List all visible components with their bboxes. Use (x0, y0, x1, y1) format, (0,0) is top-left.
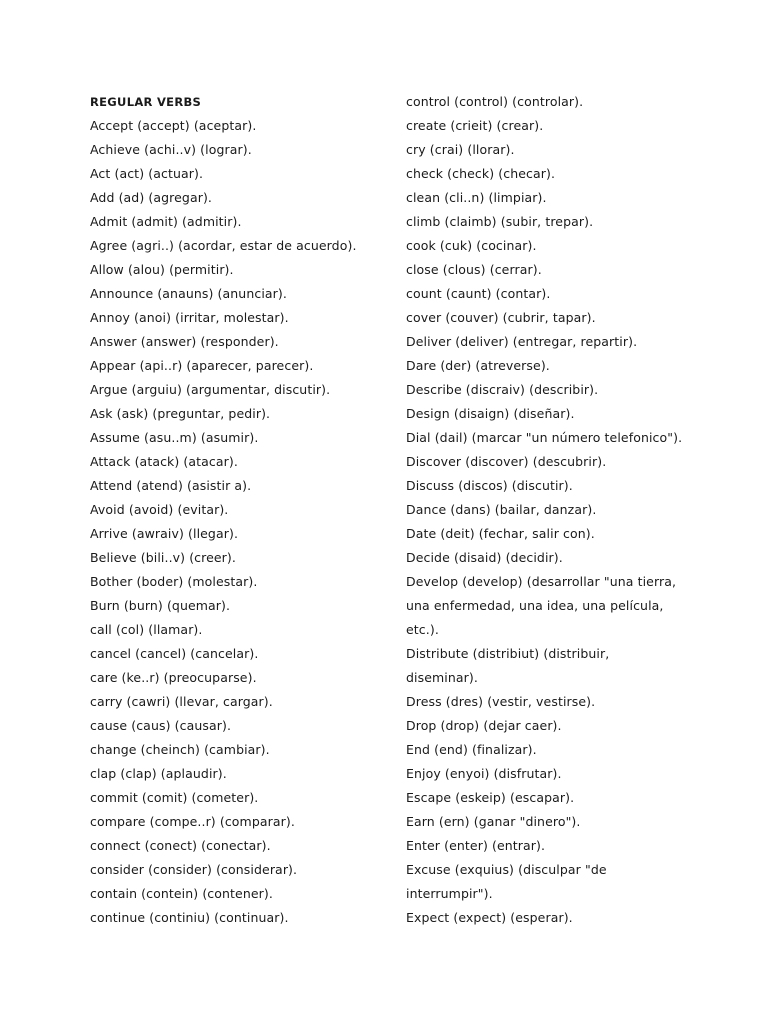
verb-entry: Answer (answer) (responder). (90, 334, 279, 349)
verb-entry: Decide (disaid) (decidir). (406, 550, 563, 565)
verb-entry: Burn (burn) (quemar). (90, 598, 231, 613)
verb-entry: control (control) (controlar). (406, 94, 584, 109)
verb-entry: interrumpir"). (406, 886, 493, 901)
verb-entry: Date (deit) (fechar, salir con). (406, 526, 595, 541)
verb-entry: clean (cli..n) (limpiar). (406, 190, 547, 205)
verb-entry: Enjoy (enyoi) (disfrutar). (406, 766, 562, 781)
verb-entry: Describe (discraiv) (describir). (406, 382, 599, 397)
left-verb-list (90, 114, 390, 930)
right-verb-list (406, 90, 736, 930)
verb-entry: cook (cuk) (cocinar). (406, 238, 537, 253)
verb-entry: Ask (ask) (preguntar, pedir). (90, 406, 271, 421)
verb-entry: create (crieit) (crear). (406, 118, 544, 133)
verb-entry: care (ke..r) (preocuparse). (90, 670, 257, 685)
verb-entry: count (caunt) (contar). (406, 286, 551, 301)
verb-entry: climb (claimb) (subir, trepar). (406, 214, 594, 229)
verb-entry: etc.). (406, 622, 439, 637)
verb-entry: Act (act) (actuar). (90, 166, 204, 181)
verb-entry: Attack (atack) (atacar). (90, 454, 238, 469)
verb-entry: Distribute (distribiut) (distribuir, (406, 646, 610, 661)
verb-entry: Dress (dres) (vestir, vestirse). (406, 694, 596, 709)
verb-entry: Arrive (awraiv) (llegar). (90, 526, 239, 541)
verb-entry: Enter (enter) (entrar). (406, 838, 546, 853)
right-column (406, 90, 736, 930)
verb-entry: una enfermedad, una idea, una película, (406, 598, 664, 613)
verb-entry: Avoid (avoid) (evitar). (90, 502, 229, 517)
verb-entry: Drop (drop) (dejar caer). (406, 718, 562, 733)
verb-entry: Design (disaign) (diseñar). (406, 406, 575, 421)
verb-entry: Add (ad) (agregar). (90, 190, 213, 205)
verb-entry: Agree (agri..) (acordar, estar de acuerdo). (90, 238, 357, 253)
verb-entry: change (cheinch) (cambiar). (90, 742, 270, 757)
verb-entry: Argue (arguiu) (argumentar, discutir). (90, 382, 331, 397)
verb-entry: Attend (atend) (asistir a). (90, 478, 252, 493)
left-column (90, 90, 390, 930)
verb-entry: cover (couver) (cubrir, tapar). (406, 310, 596, 325)
verb-entry: Annoy (anoi) (irritar, molestar). (90, 310, 289, 325)
verb-entry: Earn (ern) (ganar "dinero"). (406, 814, 581, 829)
verb-entry: Bother (boder) (molestar). (90, 574, 258, 589)
verb-entry: carry (cawri) (llevar, cargar). (90, 694, 273, 709)
verb-entry: Discuss (discos) (discutir). (406, 478, 573, 493)
verb-entry: Announce (anauns) (anunciar). (90, 286, 287, 301)
verb-entry: consider (consider) (considerar). (90, 862, 298, 877)
verb-entry: Admit (admit) (admitir). (90, 214, 242, 229)
verb-entry: close (clous) (cerrar). (406, 262, 542, 277)
verb-entry: diseminar). (406, 670, 478, 685)
verb-entry: Deliver (deliver) (entregar, repartir). (406, 334, 638, 349)
verb-entry: Discover (discover) (descubrir). (406, 454, 607, 469)
verb-entry: connect (conect) (conectar). (90, 838, 271, 853)
verb-entry: check (check) (checar). (406, 166, 556, 181)
verb-entry: Dial (dail) (marcar "un número telefonico"). (406, 430, 683, 445)
verb-entry: cry (crai) (llorar). (406, 142, 515, 157)
verb-entry: cancel (cancel) (cancelar). (90, 646, 259, 661)
verb-entry: contain (contein) (contener). (90, 886, 273, 901)
verb-entry: Escape (eskeip) (escapar). (406, 790, 575, 805)
verb-entry: End (end) (finalizar). (406, 742, 537, 757)
verb-entry: Assume (asu..m) (asumir). (90, 430, 259, 445)
verb-entry: Achieve (achi..v) (lograr). (90, 142, 252, 157)
verb-entry: Expect (expect) (esperar). (406, 910, 573, 925)
verb-entry: cause (caus) (causar). (90, 718, 232, 733)
verb-entry: call (col) (llamar). (90, 622, 203, 637)
verb-entry: Excuse (exquius) (disculpar "de (406, 862, 607, 877)
verb-entry: commit (comit) (cometer). (90, 790, 259, 805)
verb-entry: Dance (dans) (bailar, danzar). (406, 502, 597, 517)
verb-entry: Allow (alou) (permitir). (90, 262, 234, 277)
verb-entry: Appear (api..r) (aparecer, parecer). (90, 358, 314, 373)
verb-entry: continue (continiu) (continuar). (90, 910, 289, 925)
verb-entry: clap (clap) (aplaudir). (90, 766, 227, 781)
section-heading: REGULAR VERBS (90, 95, 202, 109)
verb-entry: compare (compe..r) (comparar). (90, 814, 295, 829)
verb-entry: Develop (develop) (desarrollar "una tierra, (406, 574, 677, 589)
verb-entry: Believe (bili..v) (creer). (90, 550, 236, 565)
verb-entry: Dare (der) (atreverse). (406, 358, 550, 373)
verb-entry: Accept (accept) (aceptar). (90, 118, 257, 133)
